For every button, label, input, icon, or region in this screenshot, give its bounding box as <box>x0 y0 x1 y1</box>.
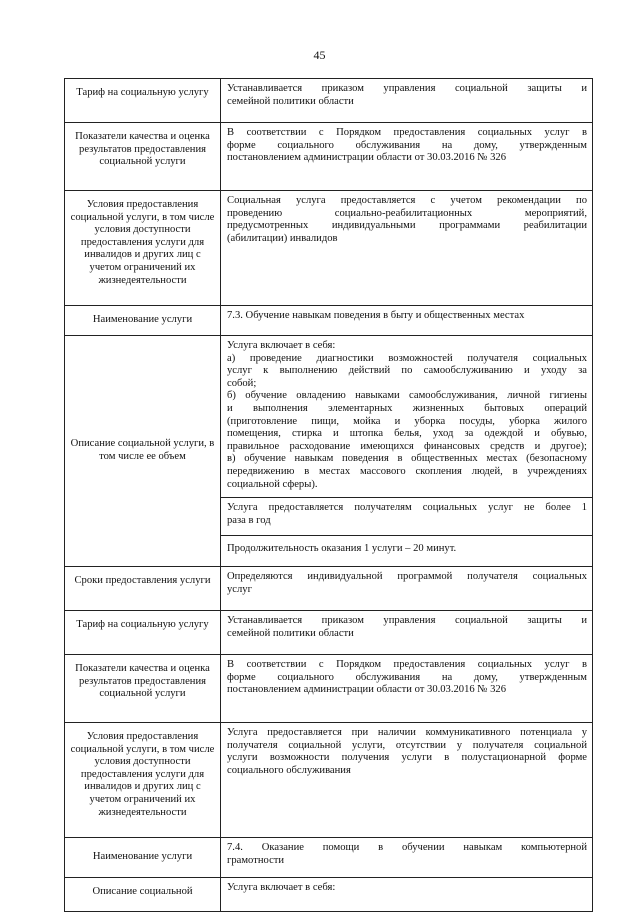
row-label-tariff: Тариф на социальную услугу <box>65 611 221 655</box>
table-row <box>65 723 593 838</box>
table-row <box>65 655 593 723</box>
row-value-conditions: Услуга предоставляется при наличии коммуникативного потенциала у получателя социальной услуги, отсутствии у получателя социальной услуги возможности получения услуги в полустационарной форме социального обслуживания <box>221 723 593 838</box>
row-label-quality: Показатели качества и оценка результатов предоставления социальной услуги <box>65 123 221 191</box>
row-label-description: Описание социальной <box>65 878 221 912</box>
table-row <box>65 878 593 912</box>
row-label-description: Описание социальной услуги, в том числе ее объем <box>65 336 221 567</box>
table-row <box>65 79 593 123</box>
table-row <box>65 567 593 611</box>
row-value-tariff: Устанавливается приказом управления социальной защиты и семейной политики области <box>221 611 593 655</box>
row-value-tariff: Устанавливается приказом управления социальной защиты и семейной политики области <box>221 79 593 123</box>
row-value-service-name: 7.3. Обучение навыкам поведения в быту и общественных местах <box>221 306 593 336</box>
row-value-duration: Продолжительность оказания 1 услуги – 20 минут. <box>221 536 593 567</box>
row-value-quality: В соответствии с Порядком предоставления социальных услуг в форме социального обслуживания на дому, утвержденным постановлением администрации области от 30.03.2016 № 326 <box>221 655 593 723</box>
row-label-service-name: Наименование услуги <box>65 838 221 878</box>
row-label-conditions: Условия предоставления социальной услуги, в том числе условия доступности предоставления услуги для инвалидов и других лиц с учетом ограничений их жизнедеятельности <box>65 191 221 306</box>
table-row <box>65 191 593 306</box>
table-row <box>65 306 593 336</box>
row-value-terms: Определяются индивидуальной программой получателя социальных услуг <box>221 567 593 611</box>
table-row <box>65 611 593 655</box>
row-value-conditions: Социальная услуга предоставляется с учетом рекомендации по проведению социально-реабилитационных мероприятий, предусмотренных индивидуальными программами реабилитации (абилитации) инвалидов <box>221 191 593 306</box>
services-table <box>64 78 593 912</box>
table-row <box>65 838 593 878</box>
row-value-quality: В соответствии с Порядком предоставления социальных услуг в форме социального обслуживания на дому, утвержденным постановлением администрации области от 30.03.2016 № 326 <box>221 123 593 191</box>
table-row <box>65 336 593 498</box>
row-value-frequency: Услуга предоставляется получателям социальных услуг не более 1 раза в год <box>221 498 593 536</box>
row-value-description: Услуга включает в себя: а) проведение диагностики возможностей получателя социальных услуг к выполнению действий по самообслуживанию и уходу за собой; б) обучение овладению навыками самообслуживания, личной гигиены и выполнения элементарных жизненных бытовых операций (приготовление пищи, мойка и уборка посуды, уборка жилого помещения, стирка и штопка белья, уход за одеждой и обувью, правильное расходование имеющихся финансовых средств и другое); в) обучение навыкам поведения в общественных местах (безопасному передвижению в местах массового скопления людей, в учреждениях социальной сферы). <box>221 336 593 498</box>
row-label-terms: Сроки предоставления услуги <box>65 567 221 611</box>
row-label-tariff: Тариф на социальную услугу <box>65 79 221 123</box>
row-label-quality: Показатели качества и оценка результатов предоставления социальной услуги <box>65 655 221 723</box>
table-row <box>65 123 593 191</box>
row-value-service-name: 7.4. Оказание помощи в обучении навыкам компьютерной грамотности <box>221 838 593 878</box>
row-label-service-name: Наименование услуги <box>65 306 221 336</box>
row-label-conditions: Условия предоставления социальной услуги, в том числе условия доступности предоставления услуги для инвалидов и других лиц с учетом ограничений их жизнедеятельности <box>65 723 221 838</box>
page-number: 45 <box>313 48 326 62</box>
row-value-description: Услуга включает в себя: <box>221 878 593 912</box>
